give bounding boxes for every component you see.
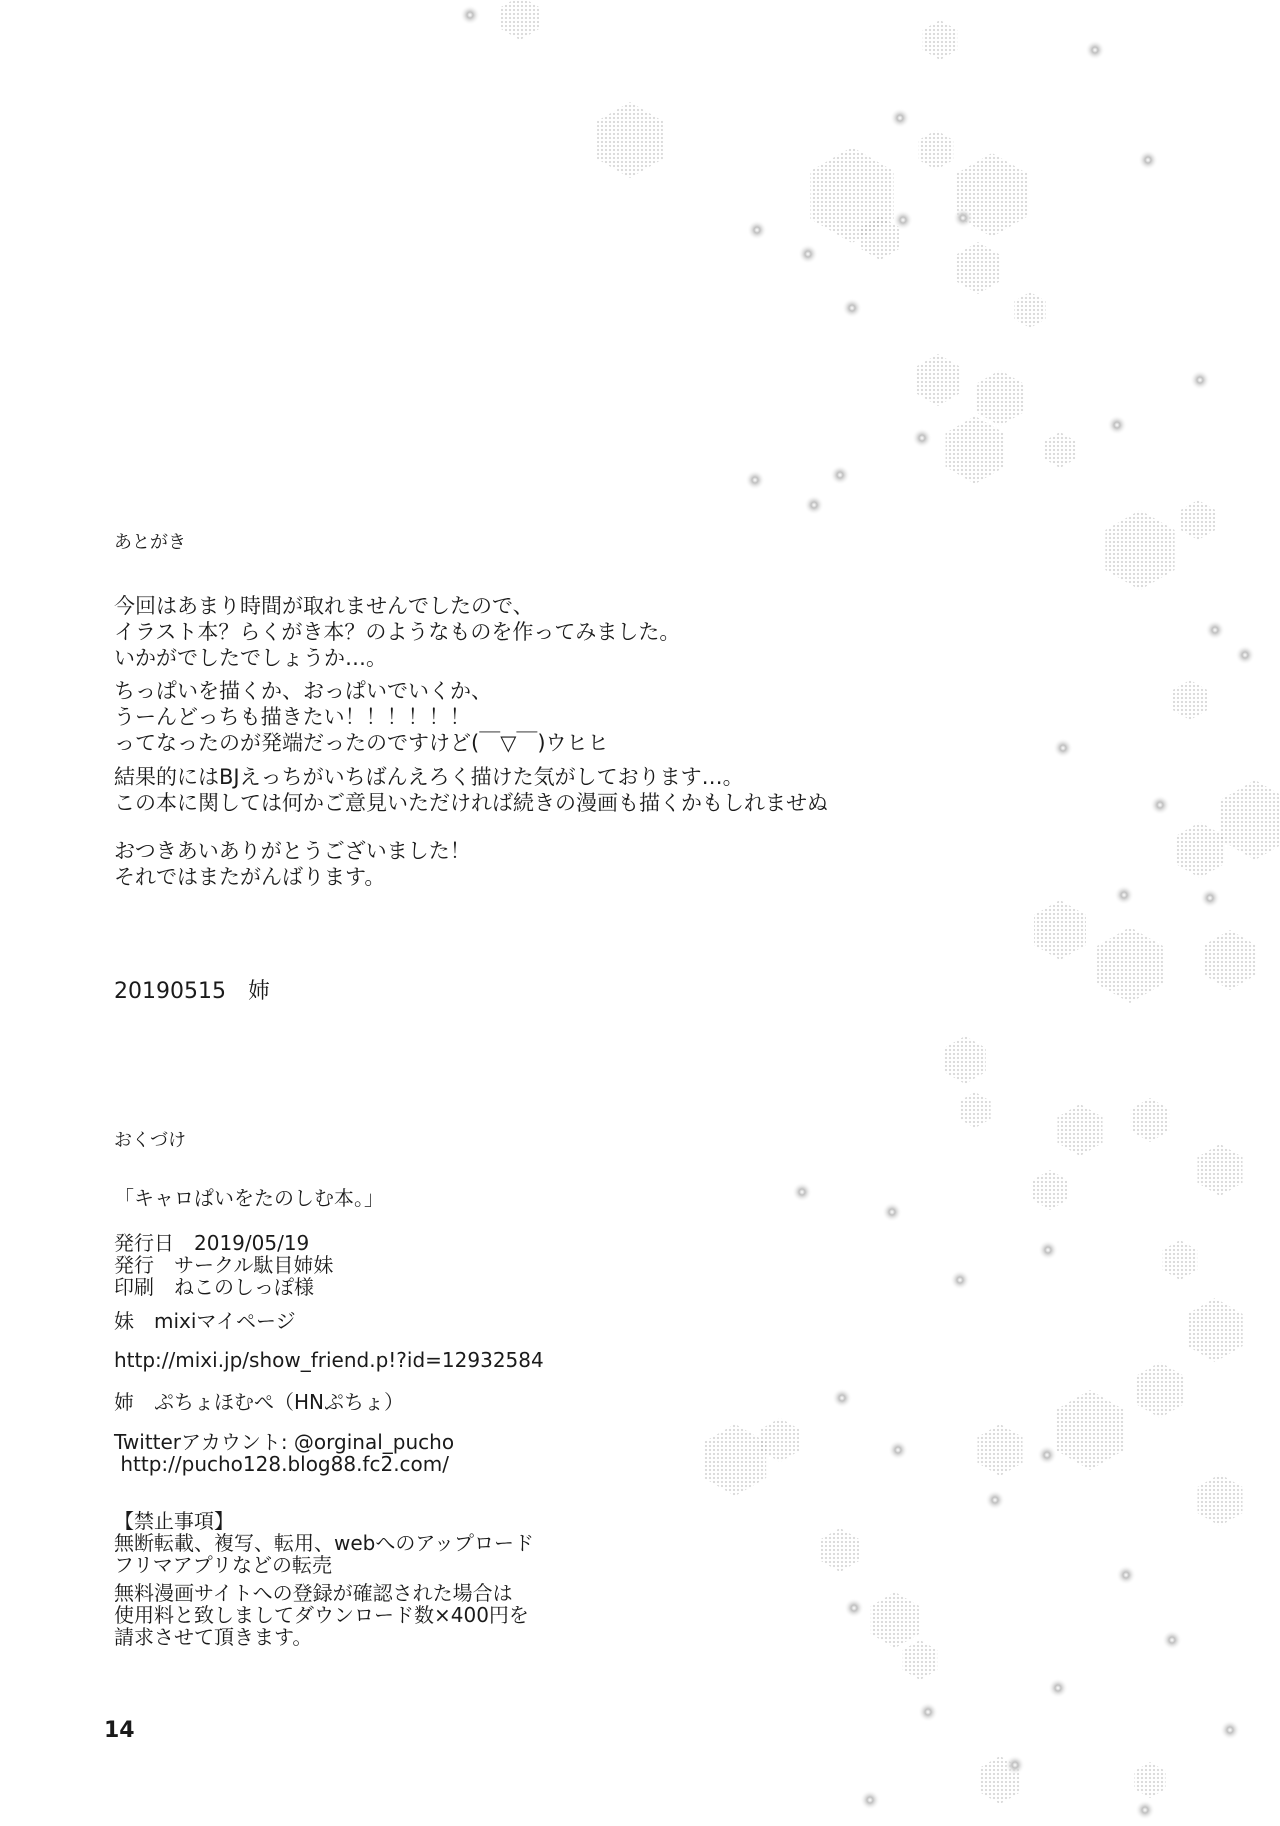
text-line: イラスト本？らくがき本？のようなものを作ってみました。 <box>114 620 681 644</box>
hexagon-shape <box>976 370 1024 426</box>
bokeh-dot <box>1107 415 1127 435</box>
bokeh-dot <box>1053 738 1073 758</box>
hexagon-shape <box>1187 1298 1242 1362</box>
hexagon-shape <box>1136 1362 1184 1418</box>
bokeh-dot <box>747 220 767 240</box>
hexagon-shape <box>1220 780 1280 860</box>
hexagon-shape <box>919 130 954 170</box>
hexagon-shape <box>1097 927 1163 1003</box>
bokeh-dot <box>1085 40 1105 60</box>
colophon-heading: おくづけ <box>114 1130 186 1151</box>
bokeh-dot <box>1005 1755 1025 1775</box>
page-number: 14 <box>104 1718 135 1743</box>
hexagon-shape <box>1033 1170 1068 1210</box>
hexagon-shape <box>1055 1390 1124 1470</box>
text-line: いかがでしたでしょうか…。 <box>114 646 387 670</box>
bokeh-dot <box>792 1182 812 1202</box>
hexagon-shape <box>1198 1474 1243 1526</box>
text-line: フリマアプリなどの転売 <box>114 1553 332 1577</box>
ane-homepage-label: 姉 ぷちょほむぺ（HNぷちょ） <box>114 1390 404 1414</box>
hexagon-shape <box>978 1424 1023 1476</box>
hexagon-shape <box>1134 1762 1165 1798</box>
text-line: 【禁止事項】 <box>114 1509 234 1533</box>
publication-info <box>114 1232 333 1298</box>
hexagon-shape <box>1105 510 1174 590</box>
text-line: 発行 サークル駄目姉妹 <box>114 1253 334 1277</box>
text-line: 今回はあまり時間が取れませんでしたので、 <box>114 594 534 618</box>
hexagon-shape <box>946 416 1005 484</box>
bokeh-dot <box>745 470 765 490</box>
book-title: 「キャロぱいをたのしむ本。」 <box>114 1186 384 1210</box>
text-line: Twitterアカウント: @orginal_pucho <box>114 1430 455 1454</box>
afterword-paragraph-3 <box>114 764 828 816</box>
afterword-heading: あとがき <box>114 532 186 553</box>
bokeh-dot <box>832 1388 852 1408</box>
bokeh-dot <box>1135 1800 1155 1820</box>
bokeh-dot <box>1200 888 1220 908</box>
bokeh-dot <box>912 428 932 448</box>
hexagon-shape <box>956 242 1001 294</box>
bokeh-dot <box>1037 1445 1057 1465</box>
bokeh-dot <box>860 1790 880 1810</box>
bokeh-dot <box>890 108 910 128</box>
hexagon-shape <box>1173 680 1208 720</box>
hexagon-shape <box>1044 432 1075 468</box>
text-line: 結果的にはBJえっちがいちばんえろく描けた気がしております…。 <box>114 765 744 789</box>
hexagon-shape <box>1014 292 1045 328</box>
bokeh-dot <box>1048 1678 1068 1698</box>
bokeh-dot <box>1235 645 1255 665</box>
afterword-paragraph-2 <box>114 678 609 756</box>
hexagon-shape <box>944 1036 986 1084</box>
twitter-info <box>114 1431 454 1475</box>
hexagon-shape <box>871 1592 919 1648</box>
bokeh-dot <box>953 208 973 228</box>
bokeh-dot <box>830 465 850 485</box>
bokeh-dot <box>1150 795 1170 815</box>
hexagon-shape <box>1163 1240 1198 1280</box>
bokeh-dot <box>1114 885 1134 905</box>
hexagon-shape <box>1131 1098 1169 1142</box>
bokeh-dot <box>844 1598 864 1618</box>
hexagon-shape <box>1034 900 1086 960</box>
text-line: ってなったのが発端だったのですけど(￣▽￣)ウヒヒ <box>114 731 609 755</box>
hexagon-shape <box>821 1528 859 1572</box>
hexagon-shape <box>1176 822 1224 878</box>
text-line: うーんどっちも描きたい！！！！！！ <box>114 705 471 729</box>
bokeh-dot <box>888 1440 908 1460</box>
bokeh-dot <box>842 298 862 318</box>
usage-fee-notice <box>114 1582 529 1648</box>
bokeh-dot <box>893 210 913 230</box>
prohibited-notice <box>114 1510 534 1576</box>
bokeh-dot <box>950 1270 970 1290</box>
hexagon-shape <box>923 20 958 60</box>
text-line: それではまたがんばります。 <box>114 865 386 889</box>
text-line: 請求させて頂きます。 <box>114 1625 313 1649</box>
text-line: 印刷 ねこのしっぽ様 <box>114 1275 314 1299</box>
text-line: この本に関しては何かご意見いただければ続きの漫画も描くかもしれませぬ <box>114 791 828 815</box>
text-line: ちっぱいを描くか、おっぱいでいくか、 <box>114 679 492 703</box>
text-line: http://pucho128.blog88.fc2.com/ <box>114 1452 449 1476</box>
text-line: 発行日 2019/05/19 <box>114 1231 310 1255</box>
hexagon-shape <box>916 354 961 406</box>
hexagon-shape <box>903 1640 938 1680</box>
bokeh-dot <box>882 1202 902 1222</box>
bokeh-dot <box>1038 1240 1058 1260</box>
bokeh-dot <box>1162 1630 1182 1650</box>
bokeh-dot <box>798 244 818 264</box>
text-line: 使用料と致しましてダウンロード数×400円を <box>114 1603 529 1627</box>
bokeh-dot <box>1205 620 1225 640</box>
bokeh-dot <box>1116 1565 1136 1585</box>
text-line: 無料漫画サイトへの登録が確認された場合は <box>114 1581 513 1605</box>
hexagon-shape <box>1204 930 1256 990</box>
hexagon-shape <box>959 1092 990 1128</box>
bokeh-dot <box>1138 150 1158 170</box>
bokeh-dot <box>804 495 824 515</box>
afterword-paragraph-4 <box>114 838 471 890</box>
bokeh-dot <box>460 5 480 25</box>
mixi-url: http://mixi.jp/show_friend.p!?id=12932584 <box>114 1348 544 1372</box>
hexagon-shape <box>1198 1144 1243 1196</box>
hexagon-shape <box>1181 500 1216 540</box>
text-line: おつきあいありがとうございました！ <box>114 839 471 863</box>
hexagon-shape <box>501 0 539 40</box>
afterword-paragraph-1 <box>114 593 680 671</box>
hexagon-shape <box>704 1424 766 1496</box>
hexagon-shape <box>1058 1104 1103 1156</box>
afterword-signature: 20190515 姉 <box>114 979 270 1004</box>
bokeh-dot <box>1190 370 1210 390</box>
hexagon-shape <box>761 1418 799 1462</box>
bokeh-dot <box>918 1702 938 1722</box>
bokeh-dot <box>985 1490 1005 1510</box>
bokeh-dot <box>1220 1720 1240 1740</box>
hexagon-shape <box>597 102 663 178</box>
text-line: 無断転載、複写、転用、webへのアップロード <box>114 1531 534 1555</box>
imouto-mixi-label: 妹 mixiマイページ <box>114 1309 296 1333</box>
